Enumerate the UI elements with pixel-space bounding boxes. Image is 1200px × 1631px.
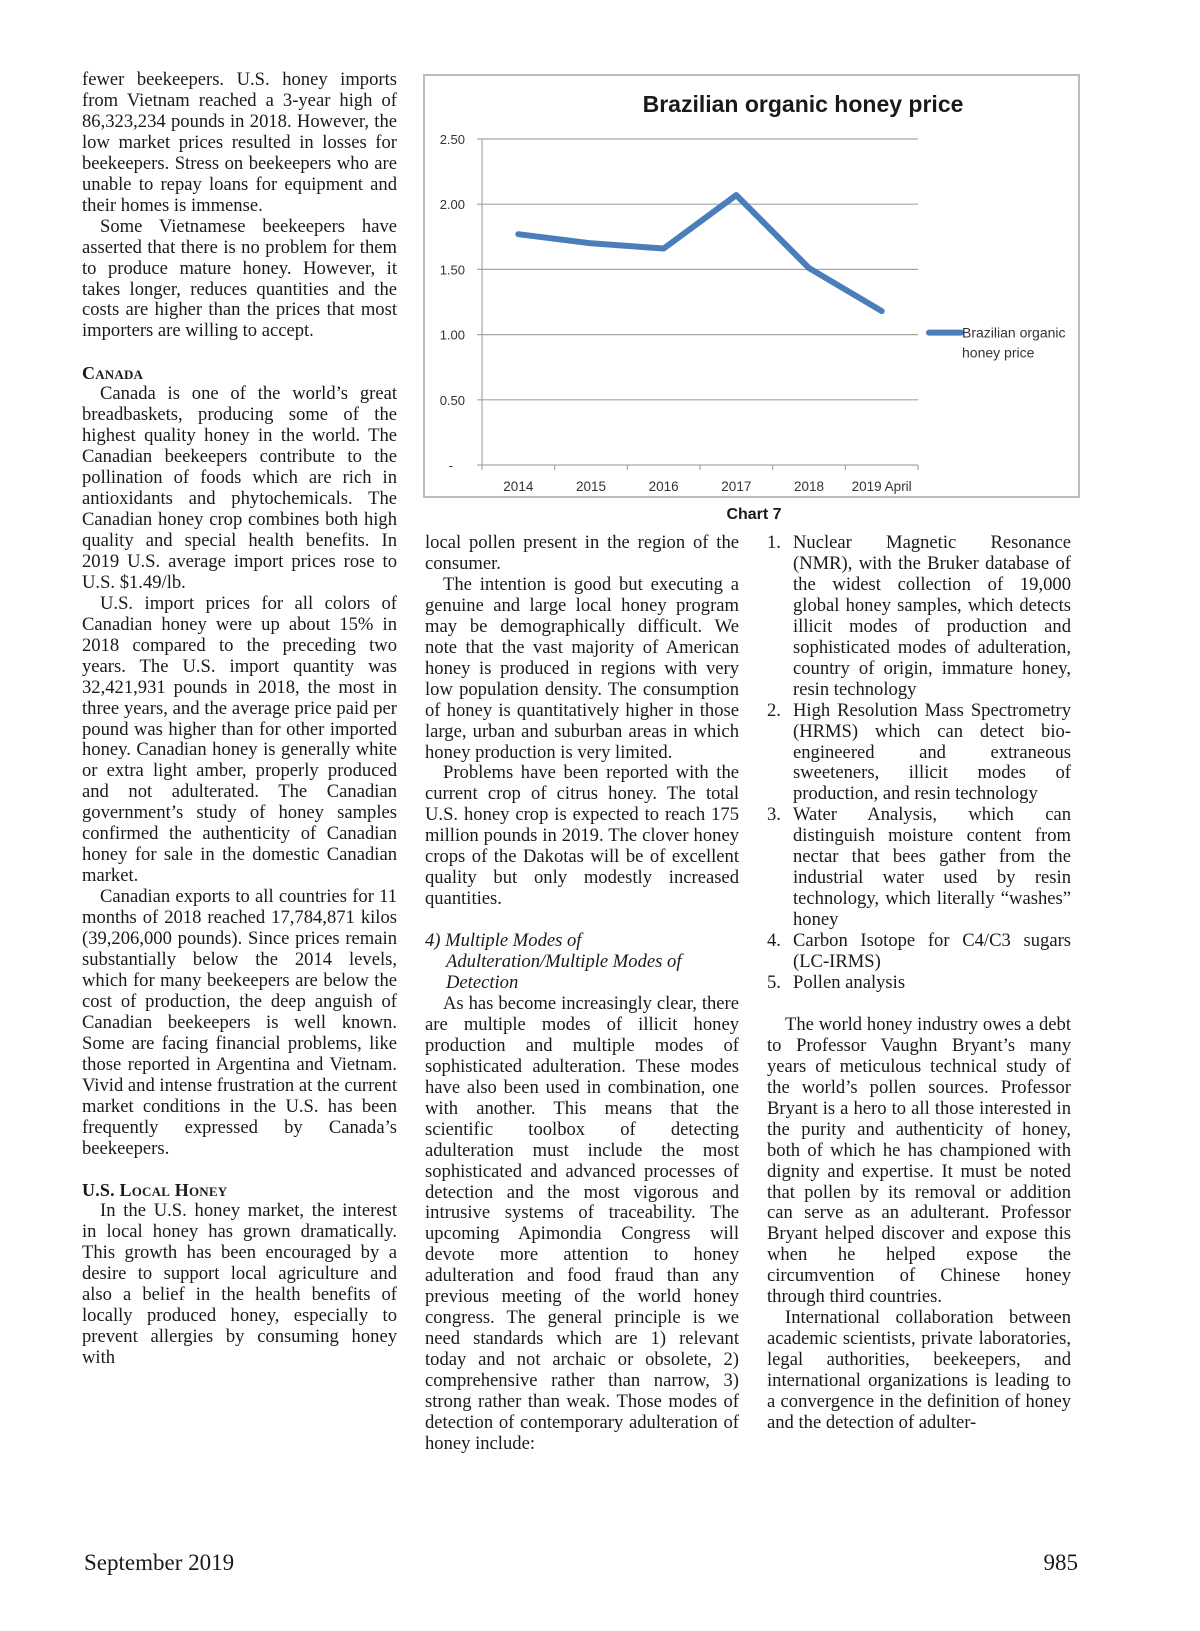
y-tick-label: 2.50 <box>439 132 465 147</box>
paragraph: Canada is one of the world’s great breadbaskets, producing some of the highest quality honey in the world. The Canadian beekeepers contribute to the pollination of foods which are rich in antioxidants and phytochemicals. The Canadian honey crop combines both high quality and special health benefits. In 2019 U.S. average import prices rose to U.S. $1.49/lb. <box>82 383 397 593</box>
paragraph: U.S. import prices for all colors of Canadian honey were up about 15% in 2018 compared to the preceding two years. The U.S. import quantity was 32,421,931 pounds in 2018, the most in three years, and the average price paid per pound was higher than for other imported honey. Canadian honey is generally white or extra light amber, properly produced and not adulterated. The Canadian government’s study of honey samples confirmed the authenticity of Canadian honey for sale in the domestic Canadian market. <box>82 592 397 887</box>
chart-caption: Chart 7 <box>726 506 782 523</box>
y-tick-label: 2.00 <box>439 197 465 213</box>
section-heading-us-local-honey: U.S. Local Honey <box>82 1180 228 1201</box>
y-tick-label: - <box>448 458 453 473</box>
x-tick-label: 2015 <box>575 479 607 494</box>
x-tick-label: 2016 <box>648 479 679 494</box>
paragraph: The world honey industry owes a debt to Professor Vaughn Bryant’s many years of meticulous technical study of the world’s pollen sources. Professor Bryant is a hero to all those interested in the purity and authenticity of honey, both of which he has championed with dignity and expertise. It must be noted that pollen by its removal or addition can serve as an adulterant. Professor Bryant helped discover and expose this when he helped expose the circumvention of Chinese honey through third countries. <box>767 1013 1071 1308</box>
paragraph: Problems have been reported with the current crop of citrus honey. The total U.S. honey crop is expected to reach 175 million pounds in 2019. The clover honey crops of the Dakotas will be of excellent quality but only modestly increased quantities. <box>425 762 739 910</box>
paragraph: Some Vietnamese beekeepers have asserted that there is no problem for them to produce mature honey. However, it takes longer, reduces quantities and the costs are higher than the prices that most importers are willing to accept. <box>82 215 397 342</box>
list-item: 3. Water Analysis, which can distinguish moisture content from nectar that bees gather from the industrial water used by resin technology, which literally “washes” honey <box>767 804 1071 931</box>
section-heading-multiple-modes: 4) Multiple Modes of Adulteration/Multiple Modes of Detection <box>425 930 682 993</box>
x-tick-label: 2019 April <box>851 479 912 494</box>
series-line <box>518 195 881 311</box>
column-right <box>767 533 1071 1434</box>
legend-label: Brazilian organic <box>962 324 1066 341</box>
list-item: 5. Pollen analysis <box>767 972 906 994</box>
footer-date: September 2019 <box>84 1550 235 1575</box>
paragraph: local pollen present in the region of the consumer. <box>425 532 739 574</box>
section-heading-canada: Canada <box>82 363 144 384</box>
list-item: 1. Nuclear Magnetic Resonance (NMR), with the Bruker database of the widest collection of 19,000 global honey samples, which detects illicit modes of production and sophisticated modes of adulteration, country of origin, immature honey, resin technology <box>767 532 1071 700</box>
x-tick-label: 2014 <box>503 479 534 494</box>
list-item: 4. Carbon Isotope for C4/C3 sugars (LC-IRMS) <box>767 930 1071 973</box>
chart-brazilian-organic-honey-price <box>423 74 1080 498</box>
x-tick-label: 2018 <box>793 479 825 494</box>
paragraph: Canadian exports to all countries for 11 months of 2018 reached 17,784,871 kilos (39,206,000 pounds). Since prices remain substantially below the 2014 levels, which for many beekeepers are below the cost of production, the deep anguish of Canadian beekeepers is well known. Some are facing financial problems, like those reported in Argentina and Vietnam. Vivid and intense frustration at the current market conditions in the U.S. has been frequently expressed by Canada’s beekeepers. <box>82 886 397 1159</box>
x-tick-label: 2017 <box>721 479 752 494</box>
column-middle <box>425 533 739 1455</box>
paragraph: International collaboration between academic scientists, private laboratories, legal authorities, beekeepers, and international organizations is leading to a convergence in the definition of honey and the detection of adulter- <box>767 1307 1071 1434</box>
paragraph: In the U.S. honey market, the interest in local honey has grown dramatically. This growth has been encouraged by a desire to support local agriculture and also a belief in the health benefits of locally produced honey, especially to prevent allergies by consuming honey with <box>82 1200 397 1369</box>
detection-methods-list <box>767 533 1071 994</box>
paragraph: fewer beekeepers. U.S. honey imports from Vietnam reached a 3-year high of 86,323,234 pounds in 2018. However, the low market prices resulted in losses for beekeepers. Stress on beekeepers who are unable to repay loans for equipment and their homes is immense. <box>82 69 397 216</box>
page-number: 985 <box>1043 1550 1078 1575</box>
list-item: 2. High Resolution Mass Spectrometry (HRMS) which can detect bio-engineered and extraneous sweeteners, illicit modes of production, and resin technology <box>767 699 1071 805</box>
chart-title: Brazilian organic honey price <box>642 91 964 117</box>
legend-label: honey price <box>962 344 1035 361</box>
y-tick-label: 1.50 <box>439 262 465 278</box>
y-tick-label: 1.00 <box>439 327 465 343</box>
line-chart <box>425 76 1082 500</box>
y-tick-label: 0.50 <box>439 392 465 408</box>
column-left <box>82 70 397 1369</box>
paragraph: As has become increasingly clear, there are multiple modes of illicit honey production and multiple modes of sophisticated adulteration. These modes have also been used in combination, one with another. This means that the scientific toolbox of detecting adulteration must include the most sophisticated and advanced processes of detection and the most vigorous and intrusive systems of traceability. The upcoming Apimondia Congress will devote more attention to honey adulteration and food fraud than any previous meeting of the world honey congress. The general principle is we need standards which are 1) relevant today and not archaic or obsolete, 2) comprehensive rather than narrow, 3) strong rather than weak. Those modes of detection of contemporary adulteration of honey include: <box>425 992 739 1454</box>
paragraph: The intention is good but executing a genuine and large local honey program may be demographically difficult. We note that the vast majority of American honey is produced in regions with very low population density. The consumption of honey is quantitatively higher in those large, urban and suburban areas in which honey production is very limited. <box>425 573 739 763</box>
